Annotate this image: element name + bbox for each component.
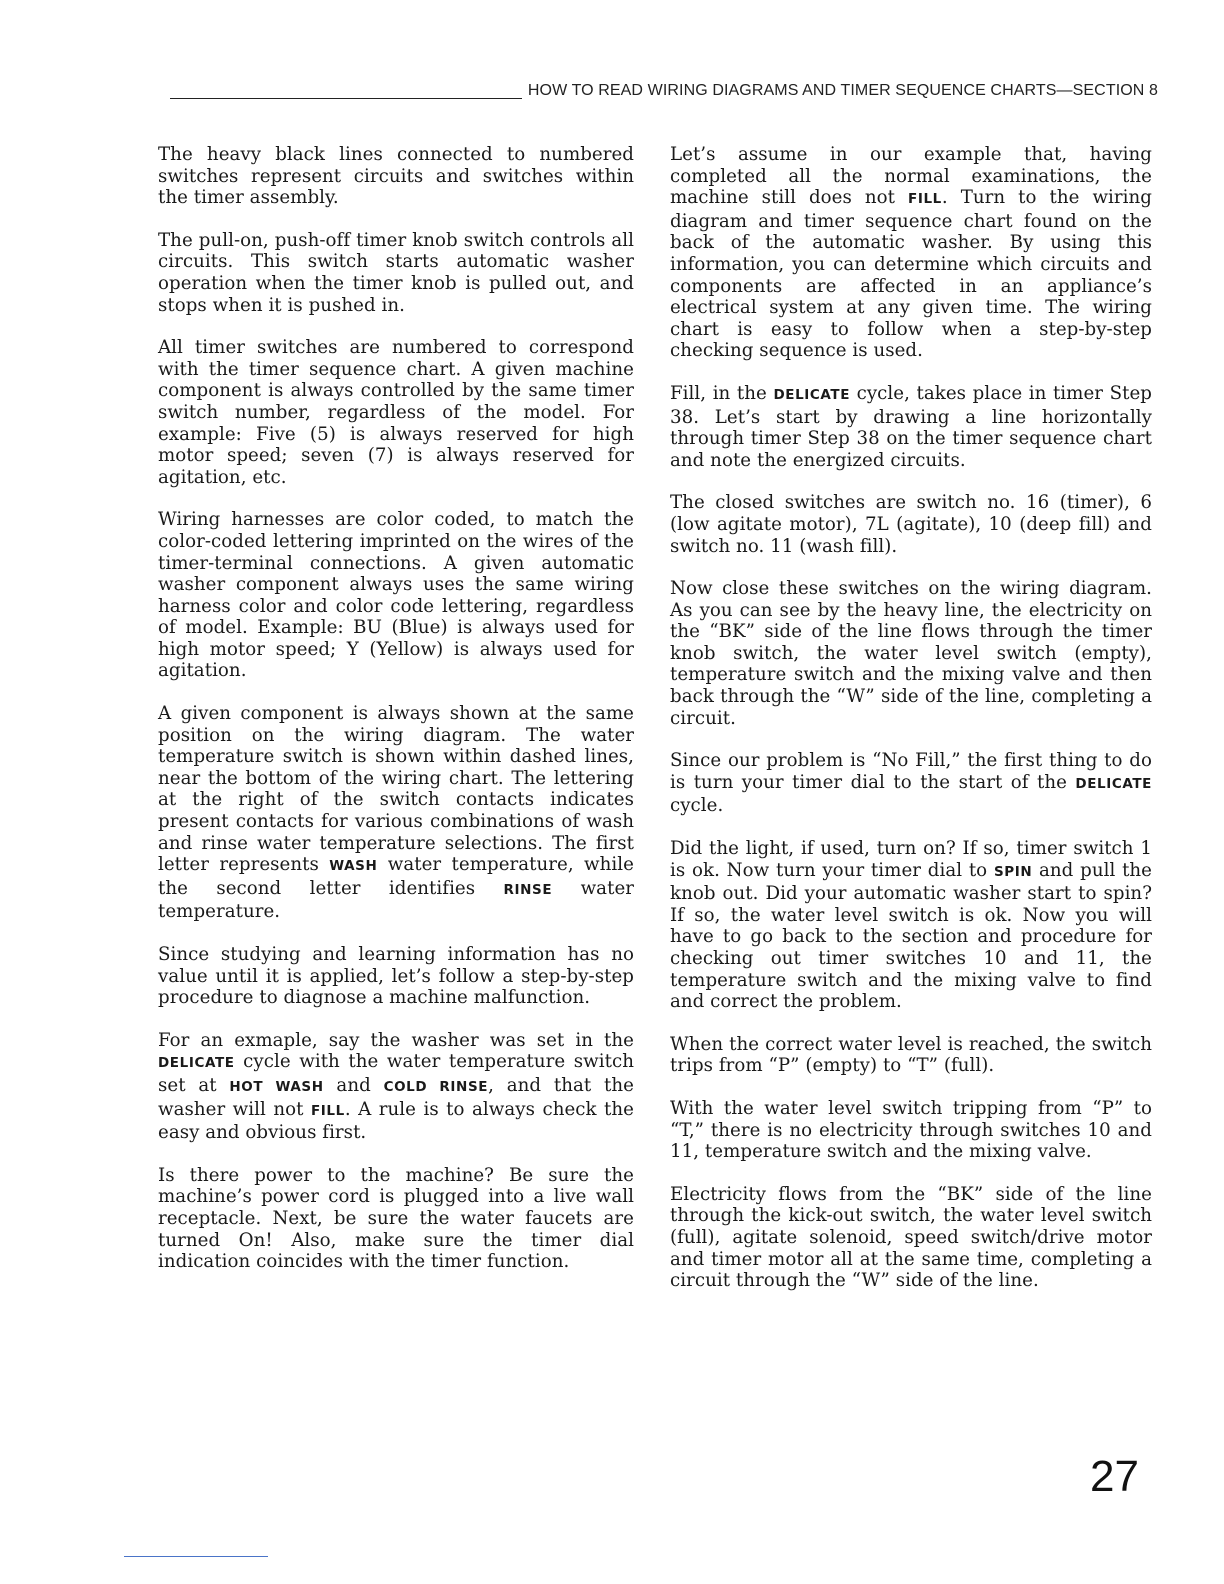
page-number: 27 bbox=[1090, 1452, 1139, 1501]
keyword-delicate: DELICATE bbox=[1075, 775, 1152, 792]
paragraph: The closed switches are switch no. 16 (timer), 6 (low agitate motor), 7L (agitate), 10 (deep fill) and switch no. 11 (wash fill). bbox=[670, 492, 1152, 557]
text-run: , and that the washer will not bbox=[158, 1074, 634, 1120]
keyword-spin: SPIN bbox=[993, 863, 1033, 880]
keyword-rinse: RINSE bbox=[503, 881, 553, 898]
text-run: cycle. bbox=[670, 795, 724, 817]
paragraph: Now close these switches on the wiring diagram. As you can see by the heavy line, the electricity on the “BK” side of the line flows through the timer knob switch, the water level switch (empty), temperature switch and the mixing valve and then back through the “W” side of the line, completing a circuit. bbox=[670, 578, 1152, 729]
text-run: water temperature. bbox=[158, 877, 634, 923]
keyword-fill: FILL bbox=[908, 191, 942, 208]
footer-line bbox=[124, 1556, 268, 1557]
paragraph: Since studying and learning information has no value until it is applied, let’s follow a step-by-step procedure to diagnose a machine malfunction. bbox=[158, 944, 634, 1009]
paragraph bbox=[158, 1030, 634, 1144]
paragraph: The heavy black lines connected to numbered switches represent circuits and switches within the timer assembly. bbox=[158, 144, 634, 209]
keyword-cold-rinse: COLD RINSE bbox=[383, 1078, 489, 1095]
text-run: cycle, takes place in timer Step 38. Let’s start by drawing a line horizontally through timer Step 38 on the timer sequence chart and note the energized circuits. bbox=[670, 382, 1152, 471]
paragraph bbox=[670, 838, 1152, 1013]
paragraph: Wiring harnesses are color coded, to match the color-coded lettering imprinted on the wires of the timer-terminal connections. A given automatic washer component always uses the same wiring harness color and color code lettering, regardless of model. Example: BU (Blue) is always used for high motor speed; Y (Yellow) is always used for agitation. bbox=[158, 509, 634, 682]
text-run: Fill, in the bbox=[670, 382, 774, 404]
text-run: Let’s assume in our example that, having completed all the normal examinations, the machine still does not bbox=[670, 144, 1152, 209]
paragraph: With the water level switch tripping from “P” to “T,” there is no electricity through switches 10 and 11, temperature switch and the mixing valve. bbox=[670, 1097, 1152, 1163]
text-run: Since our problem is “No Fill,” the first thing to do is turn your timer dial to the start of the bbox=[670, 750, 1152, 793]
text-run: Did the light, if used, turn on? If so, timer switch 1 is ok. Now turn your timer dial to bbox=[670, 838, 1152, 881]
keyword-fill: FILL bbox=[310, 1102, 345, 1119]
paragraph: When the correct water level is reached, the switch trips from “P” (empty) to “T” (full). bbox=[670, 1033, 1152, 1077]
keyword-hot-wash: HOT WASH bbox=[229, 1078, 324, 1095]
text-run: and pull the knob out. Did your automatic washer start to spin? If so, the water level switch is ok. Now you will have to go back to the section and procedure for checking out timer switches 10 and 11, the temperature switch and the mixing valve to find and correct the problem. bbox=[670, 859, 1152, 1013]
left-column bbox=[158, 144, 634, 1294]
text-run: A given component is always shown at the same position on the wiring diagram. The water temperature switch is shown within dashed lines, near the bottom of the wiring chart. The lettering at the right of the switch contacts indicates present contacts for various combinations of wash and rinse water temperature selections. The first letter represents bbox=[158, 703, 634, 876]
paragraph: Is there power to the machine? Be sure the machine’s power cord is plugged into a live wall receptacle. Next, be sure the water faucets are turned On! Also, make sure the timer dial indication coincides with the timer function. bbox=[158, 1164, 634, 1273]
right-column bbox=[670, 144, 1152, 1313]
keyword-delicate: DELICATE bbox=[773, 386, 851, 403]
paragraph bbox=[670, 383, 1152, 471]
text-run: water temperature, while the second letter identifies bbox=[158, 854, 634, 899]
paragraph: The pull-on, push-off timer knob switch controls all circuits. This switch starts automatic washer operation when the timer knob is pulled out, and stops when it is pushed in. bbox=[158, 229, 634, 316]
keyword-delicate: DELICATE bbox=[158, 1055, 235, 1072]
header-title: HOW TO READ WIRING DIAGRAMS AND TIMER SEQUENCE CHARTS—SECTION 8 bbox=[522, 82, 1158, 100]
text-run: . Turn to the wiring diagram and timer sequence chart found on the back of the automatic washer. By using this information, you can determine which circuits and components are affected in an appliance’s electrical system at any given time. The wiring chart is easy to follow when a step-by-step checking sequence is used. bbox=[670, 187, 1152, 362]
text-run: and bbox=[323, 1074, 384, 1096]
text-run: For an exmaple, say the washer was set in the bbox=[158, 1029, 634, 1051]
paragraph bbox=[670, 144, 1152, 362]
paragraph: All timer switches are numbered to correspond with the timer sequence chart. A given machine component is always controlled by the same timer switch number, regardless of the model. For example: Five (5) is always reserved for high motor speed; seven (7) is always reserved for agitation, etc. bbox=[158, 337, 634, 488]
keyword-wash: WASH bbox=[329, 858, 378, 875]
paragraph bbox=[670, 750, 1152, 817]
text-run: cycle with the water temperature switch set at bbox=[158, 1051, 634, 1096]
text-run: . A rule is to always check the easy and obvious first. bbox=[158, 1098, 634, 1144]
paragraph: Electricity flows from the “BK” side of the line through the kick-out switch, the water level switch (full), agitate solenoid, speed switch/drive motor and timer motor all at the same time, completing a circuit through the “W” side of the line. bbox=[670, 1183, 1152, 1292]
paragraph bbox=[158, 703, 634, 923]
running-header bbox=[170, 82, 1158, 108]
